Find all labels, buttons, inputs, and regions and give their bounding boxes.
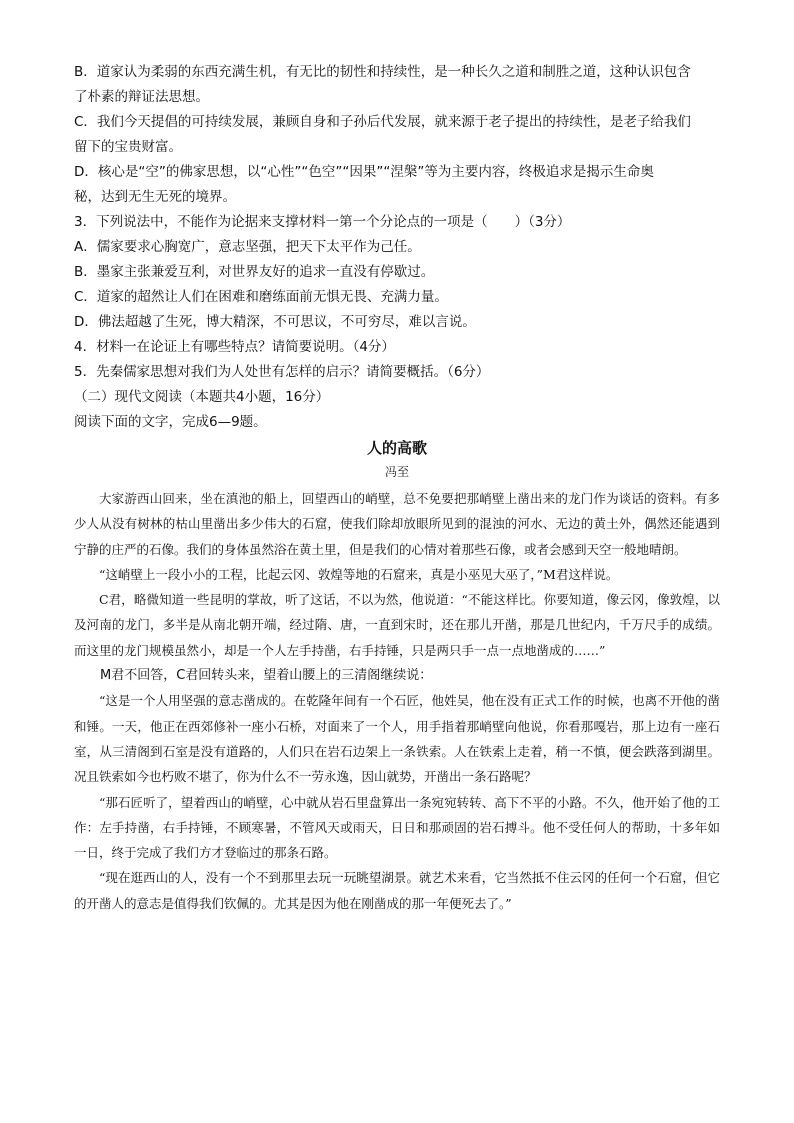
- option-d-line1: D．核心是“空”的佛家思想，以“心性”“色空”“因果”“涅槃”等为主要内容，终极追求是揭示生命奥: [74, 164, 654, 180]
- question-3-stem: 3．下列说法中，不能作为论据来支撑材料一第一个分论点的一项是（ ）（3分）: [74, 214, 571, 230]
- passage-paragraph: 大家游西山回来，坐在滇池的船上，回望西山的峭壁，总不免要把那峭壁上凿出来的龙门作为谈话的资料。有多少人从没有树林的枯山里凿出多少伟大的石窟，使我们除却放眼所见到的混浊的河水、无边的黄土外，偶然还能遇到宁静的庄严的石像。我们的身体虽然浴在黄土里，但是我们的心情对着那些石像，或者会感到天空一般地晴朗。: [74, 491, 720, 557]
- passage-paragraph: “现在逛西山的人，没有一个不到那里去玩一玩眺望湖景。就艺术来看，它当然抵不住云冈的任何一个石窟，但它的开凿人的意志是值得我们钦佩的。尤其是因为他在刚凿成的那一年便死去了。”: [74, 870, 720, 911]
- option-d-line2: 秘，达到无生无死的境界。: [74, 189, 236, 205]
- option-b-line2: 了朴素的辩证法思想。: [74, 89, 209, 105]
- reading-instruction: 阅读下面的文字，完成6—9题。: [74, 414, 267, 430]
- question-block-options: [74, 60, 724, 435]
- question-3-option-b: B．墨家主张兼爱互利，对世界友好的追求一直没有停歇过。: [74, 264, 435, 280]
- passage-paragraph: “这峭壁上一段小小的工程，比起云冈、敦煌等地的石窟来，真是小巫见大巫了，”M君这样说。: [99, 566, 619, 582]
- question-4: 4．材料一在论证上有哪些特点？请简要说明。（4分）: [74, 339, 395, 355]
- question-3-option-c: C．道家的超然让人们在困难和磨练面前无惧无畏、充满力量。: [74, 289, 448, 305]
- question-3-option-a: A．儒家要求心胸宽广，意志坚强，把天下太平作为己任。: [74, 239, 421, 255]
- option-b-line1: B．道家认为柔弱的东西充满生机，有无比的韧性和持续性，是一种长久之道和制胜之道，这种认识包含: [74, 64, 691, 80]
- passage-paragraph: “这是一个人用坚强的意志凿成的。在乾隆年间有一个石匠，他姓吴，他在没有正式工作的时候，也离不开他的凿和锤。一天，他正在西郊修补一座小石桥，对面来了一个人，用手指着那峭壁向他说，你看那嘎岩，那上边有一座石室，从三清阁到石室是没有道路的，人们只在岩石边架上一条铁索。人在铁索上走着，稍一不慎，便会跌落到湖里。况且铁索如今也朽败不堪了，你为什么不一劳永逸，因山就势，开凿出一条石路呢？: [74, 693, 720, 785]
- passage-paragraph: C君，略微知道一些昆明的掌故，听了这话，不以为然，他说道：“不能这样比。你要知道，像云冈，像敦煌，以及河南的龙门，多半是从南北朝开端，经过隋、唐，一直到宋时，还在那儿开凿，那是几世纪内，千万尺手的成绩。而这里的龙门规模虽然小，却是一个人左手持凿，右手持锤，只是两只手一点一点地凿成的……”: [74, 592, 720, 658]
- passage-author: 冯至: [384, 465, 409, 479]
- section-two-heading: （二）现代文阅读（本题共4小题，16分）: [74, 389, 330, 405]
- option-c-line1: C．我们今天提倡的可持续发展，兼顾自身和子孙后代发展，就来源于老子提出的持续性，是老子给我们: [74, 114, 691, 130]
- question-3-option-d: D．佛法超越了生死，博大精深，不可思议，不可穷尽，难以言说。: [74, 314, 476, 330]
- passage-paragraph: M君不回答，C君回转头来，望着山腰上的三清阁继续说：: [100, 668, 433, 684]
- passage-paragraph: “那石匠听了，望着西山的峭壁，心中就从岩石里盘算出一条宛宛转转、高下不平的小路。不久，他开始了他的工作：左手持凿，右手持锤，不顾寒暑，不管风天或雨天，日日和那顽固的岩石搏斗。他不受任何人的帮助，十多年如一日，终于完成了我们方才登临过的那条石路。: [74, 794, 720, 861]
- question-5: 5．先秦儒家思想对我们为人处世有怎样的启示？请简要概括。（6分）: [74, 364, 490, 380]
- option-c-line2: 留下的宝贵财富。: [74, 139, 182, 155]
- passage-body: [74, 486, 720, 916]
- passage-title: 人的高歌: [366, 439, 427, 457]
